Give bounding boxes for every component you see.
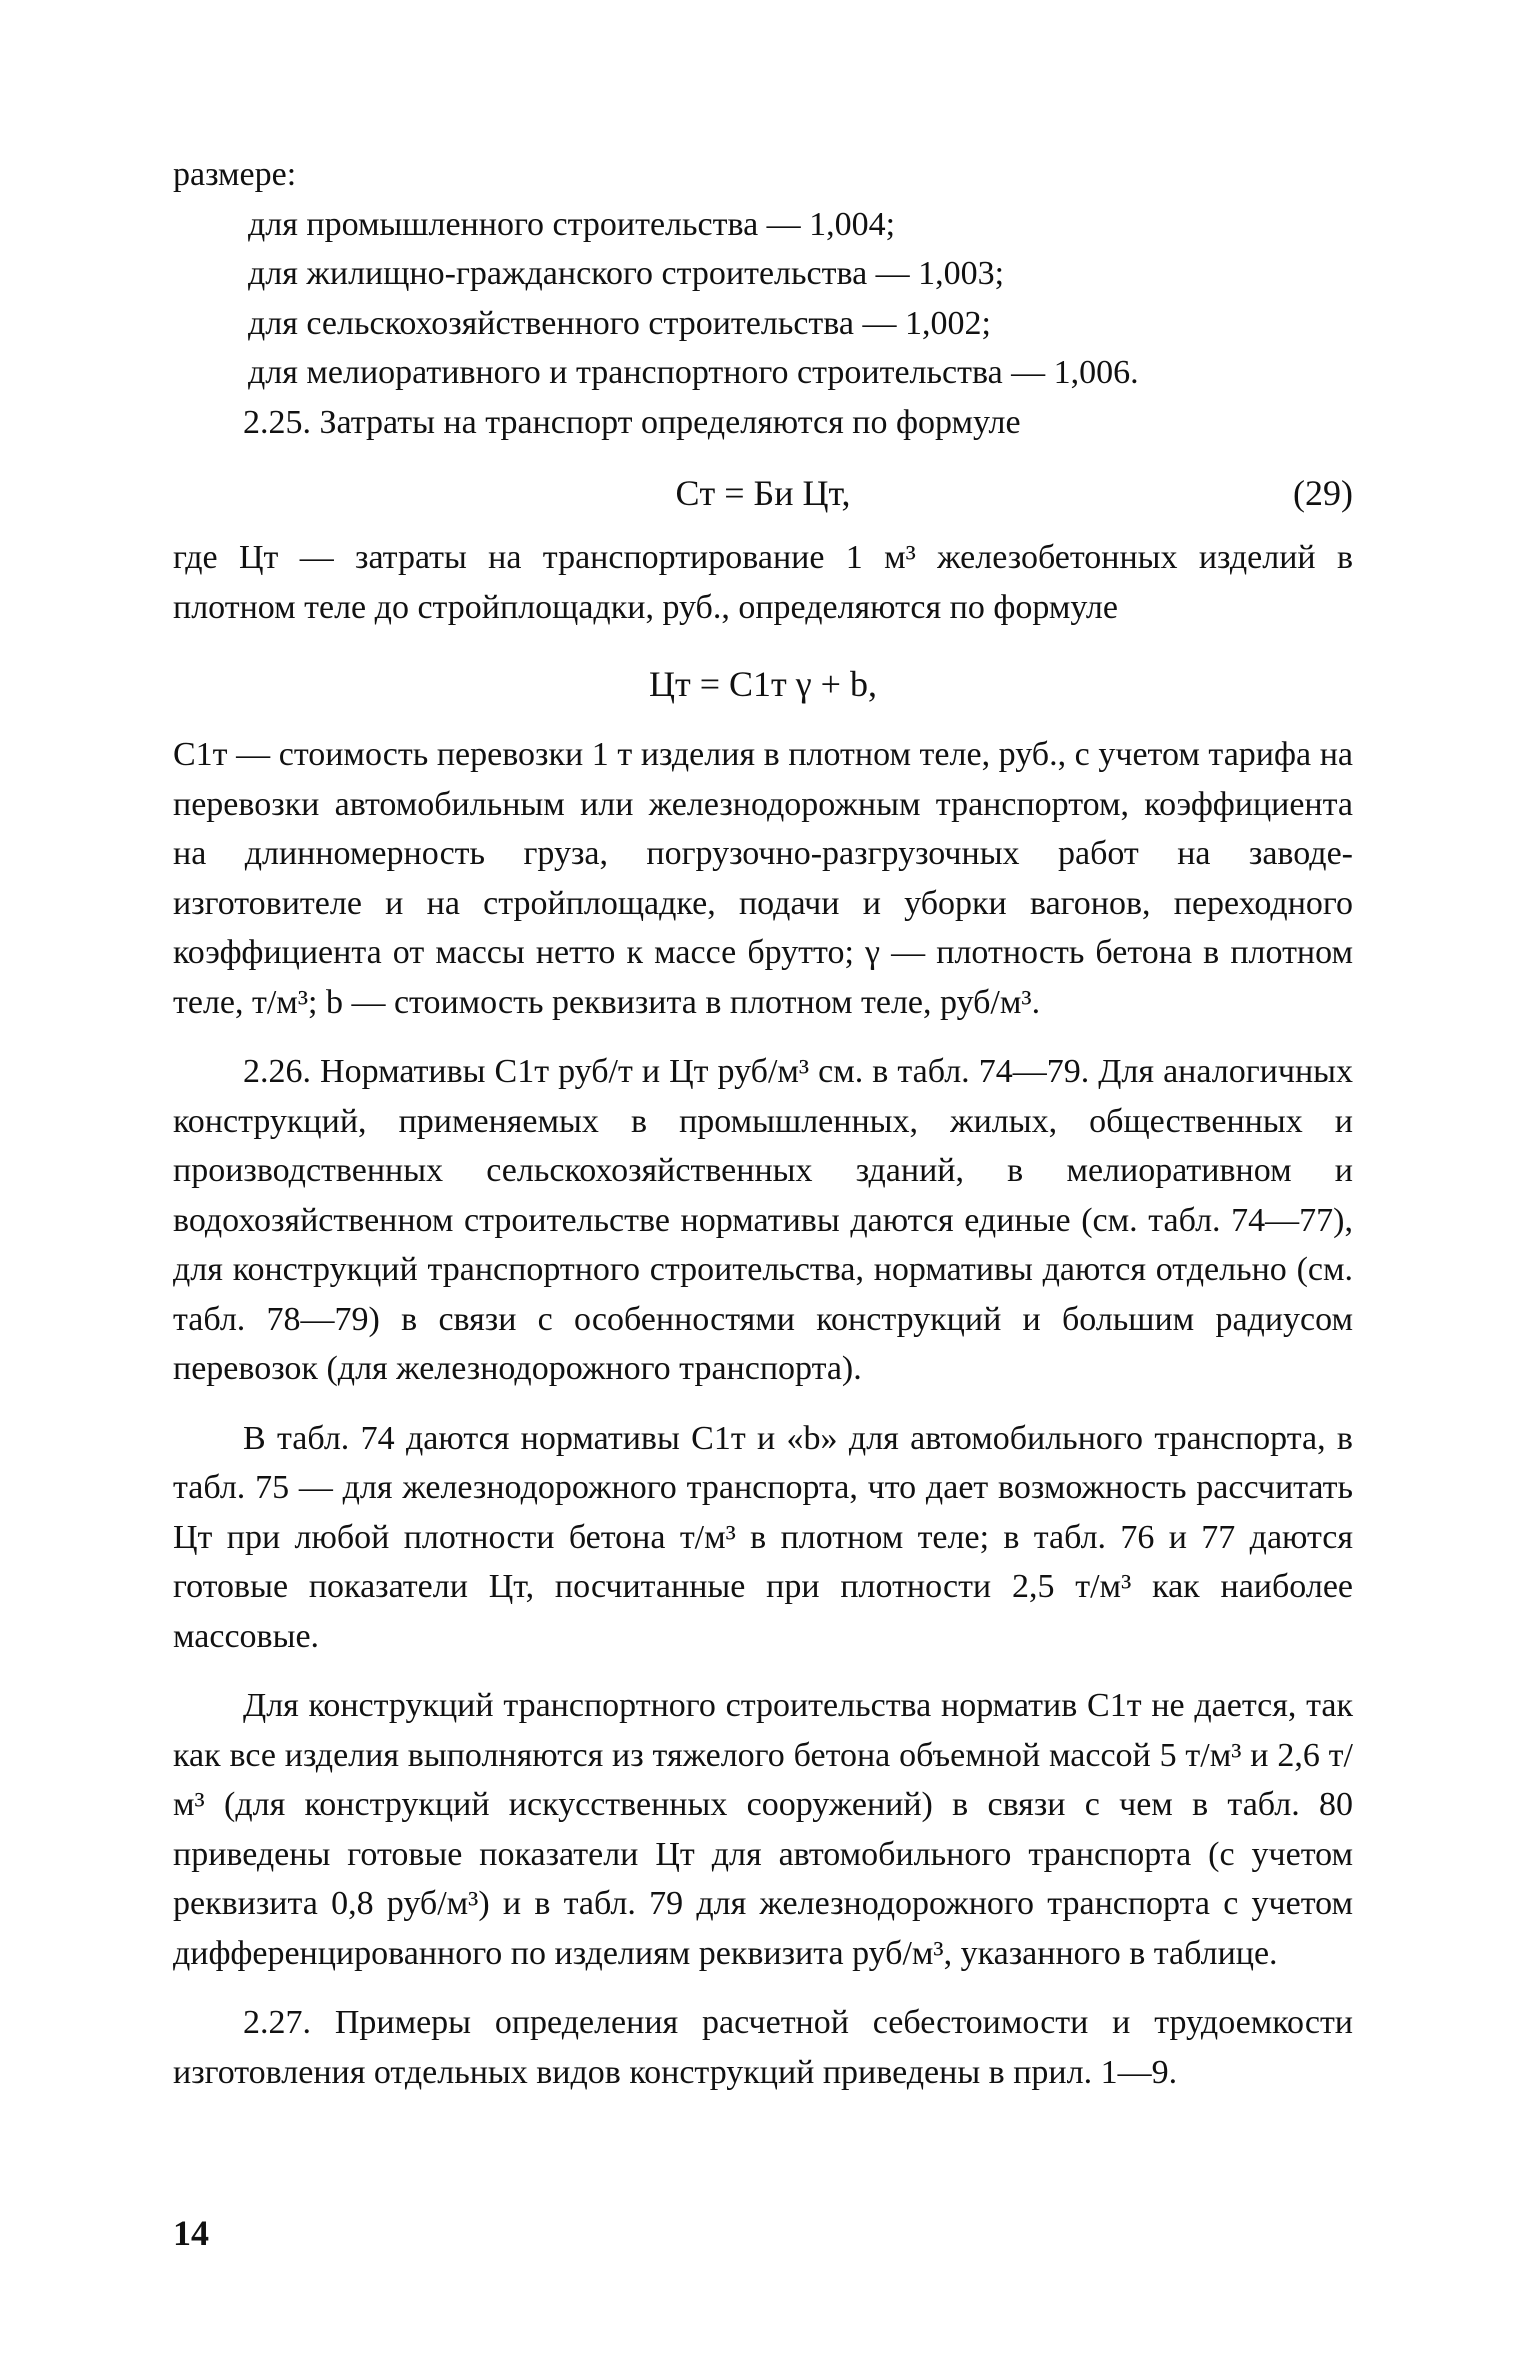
list-item: для промышленного строительства — 1,004;	[248, 205, 896, 243]
page-number: 14	[173, 2213, 209, 2253]
formula-29	[173, 461, 1353, 523]
paragraph-2-27: 2.27. Примеры определения расчетной себестоимости и трудоемкости изготовления отдельных видов конструкций приведены в прил. 1—9.	[173, 2004, 1353, 2091]
paragraph-2-26: 2.26. Нормативы C1т руб/т и Цт руб/м³ см. в табл. 74—79. Для аналогичных конструкций, применяемых в промышленных, жилых, общественных и производственных сельскохозяйственных зданий, в мелиоративном и водохозяйственном строительстве нормативы даются единые (см. табл. 74—77), для конструкций транспортного строительства, нормативы даются отдельно (см. табл. 78—79) в связи с особенностями конструкций и большим радиусом перевозок (для железнодорожного транспорта).	[173, 1053, 1353, 1387]
document-page	[173, 150, 1353, 2097]
formula-expression: Cт = Би Цт,	[675, 473, 851, 513]
list-item: для мелиоративного и транспортного строительства — 1,006.	[248, 354, 1139, 391]
coefficient-list	[173, 200, 1353, 398]
formula-number: (29)	[1293, 473, 1353, 513]
list-item: для сельскохозяйственного строительства — 1,002;	[248, 304, 991, 342]
formula-expression: Цт = C1т γ + b,	[649, 664, 877, 704]
list-item: для жилищно-гражданского строительства — 1,003;	[248, 255, 1005, 292]
paragraph-c1t-definition: C1т — стоимость перевозки 1 т изделия в плотном теле, руб., с учетом тарифа на перевозки автомобильным или железнодорожным транспортом, коэффициента на длинномерность груза, погрузочно-разгрузочных работ на заводе-изготовителе и на стройплощадке, подачи и уборки вагонов, переходного коэффициента от массы нетто к массе брутто; γ — плотность бетона в плотном теле, т/м³; b — стоимость реквизита в плотном теле, руб/м³.	[173, 736, 1353, 1021]
paragraph-where: где Цт — затраты на транспортирование 1 м³ железобетонных изделий в плотном теле до стройплощадки, руб., определяются по формуле	[173, 539, 1353, 626]
lead-text: размере:	[173, 156, 297, 193]
paragraph-tabl-74: В табл. 74 даются нормативы C1т и «b» для автомобильного транспорта, в табл. 75 — для железнодорожного транспорта, что дает возможность рассчитать Цт при любой плотности бетона т/м³ в плотном теле; в табл. 76 и 77 даются готовые показатели Цт, посчитанные при плотности 2,5 т/м³ как наиболее массовые.	[173, 1419, 1353, 1655]
paragraph-transport: Для конструкций транспортного строительства норматив C1т не дается, так как все изделия выполняются из тяжелого бетона объемной массой 5 т/м³ и 2,6 т/м³ (для конструкций искусственных сооружений) в связи с чем в табл. 80 приведены готовые показатели Цт для автомобильного транспорта (с учетом реквизита 0,8 руб/м³) и в табл. 79 для железнодорожного транспорта с учетом дифференцированного по изделиям реквизита руб/м³, указанного в таблице.	[173, 1687, 1353, 1972]
paragraph-2-25: 2.25. Затраты на транспорт определяются по формуле	[243, 403, 1021, 441]
formula-ct	[173, 646, 1353, 716]
